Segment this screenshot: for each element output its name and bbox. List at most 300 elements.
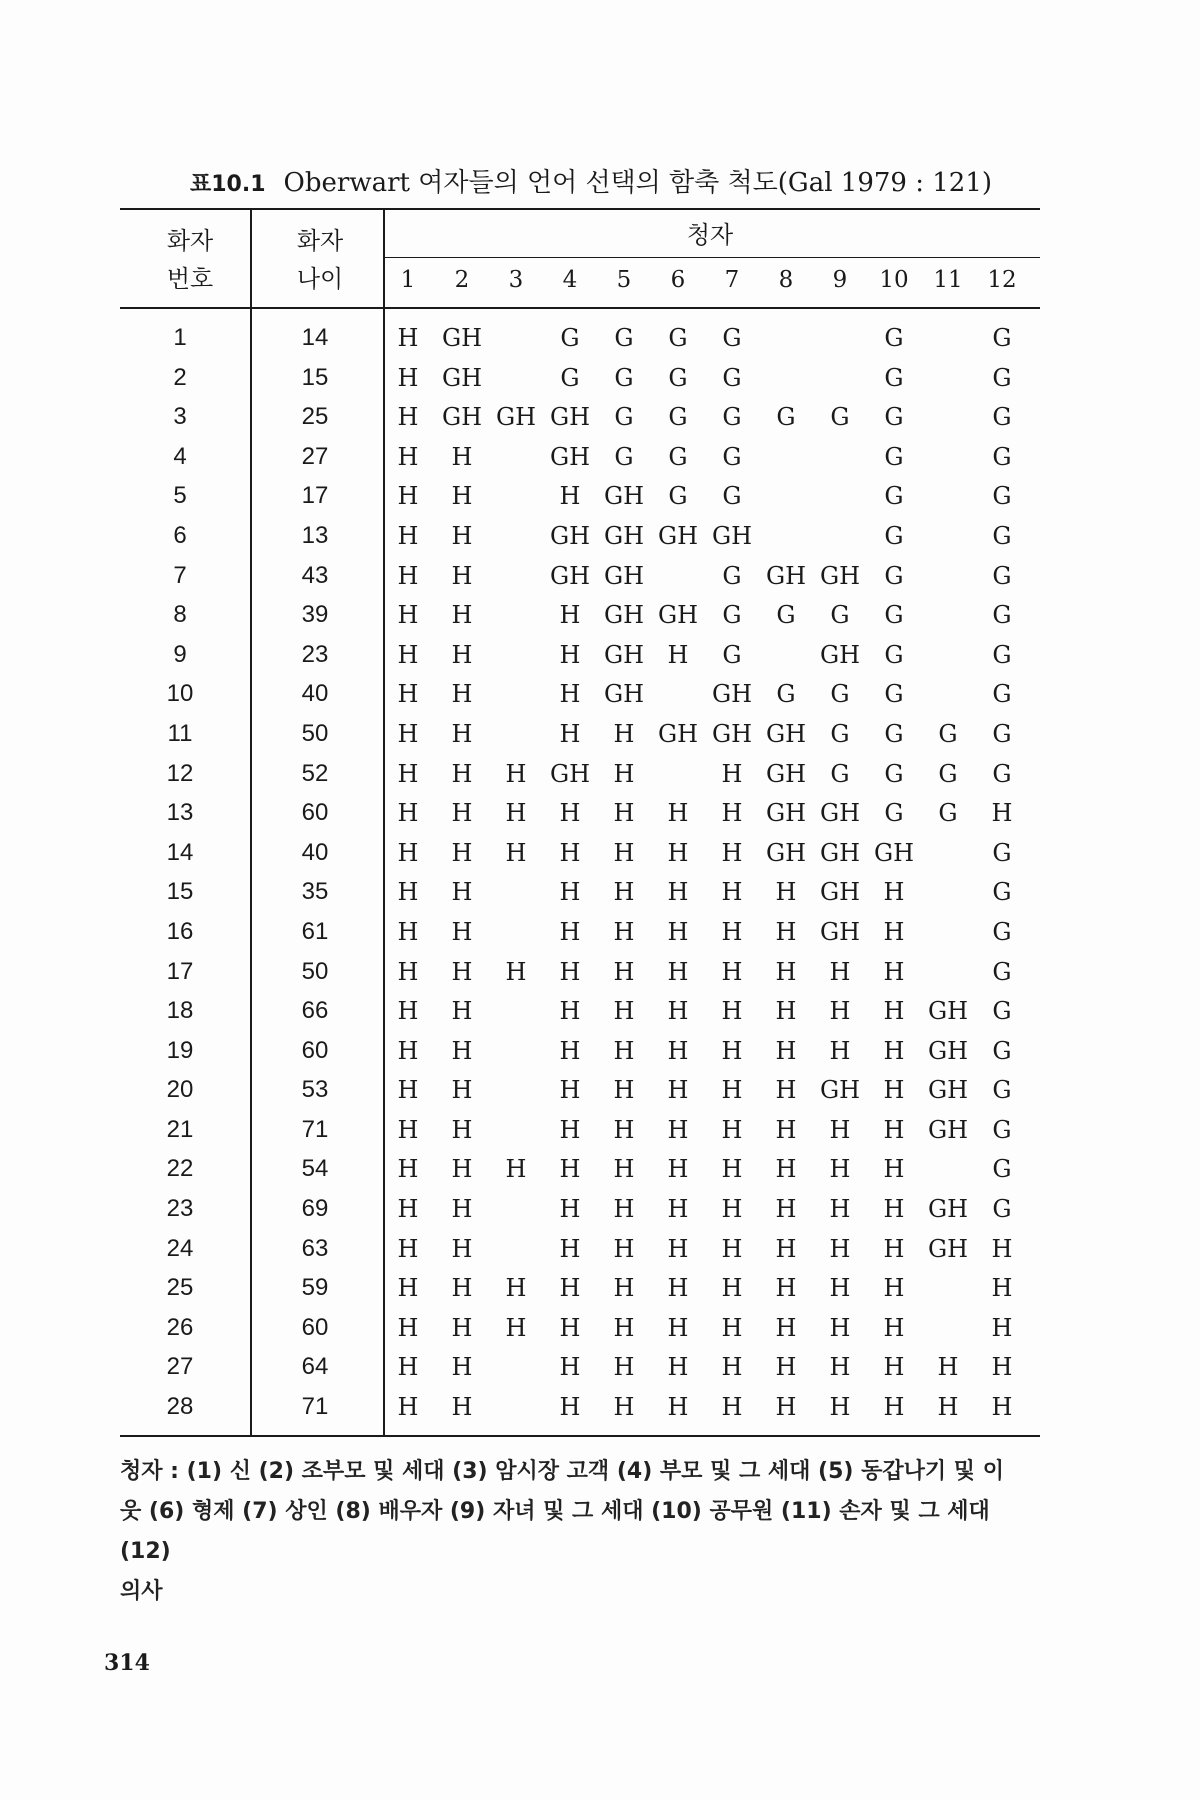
language-choice-cell: H bbox=[397, 521, 419, 550]
language-choice-cell: H bbox=[451, 719, 473, 748]
language-choice-cell: H bbox=[397, 561, 419, 590]
language-choice-cell: GH bbox=[441, 363, 483, 392]
language-choice-cell: G bbox=[776, 403, 796, 432]
language-choice-cell: GH bbox=[765, 838, 807, 867]
language-choice-cell: H bbox=[559, 482, 581, 511]
table-row bbox=[120, 437, 1040, 477]
language-choice-cell: H bbox=[991, 1234, 1013, 1263]
language-choice-cell: GH bbox=[657, 601, 699, 630]
language-choice-cell: H bbox=[667, 1076, 689, 1105]
language-choice-cell: G bbox=[992, 521, 1012, 550]
language-choice-cell: H bbox=[667, 1274, 689, 1303]
language-choice-cell: H bbox=[397, 759, 419, 788]
language-choice-cell: H bbox=[721, 1195, 743, 1224]
language-choice-cell: H bbox=[559, 1274, 581, 1303]
language-choice-cell: H bbox=[829, 1195, 851, 1224]
language-choice-cell: G bbox=[884, 719, 904, 748]
speaker-number: 10 bbox=[166, 680, 194, 708]
language-choice-cell: H bbox=[397, 838, 419, 867]
table-row bbox=[120, 1189, 1040, 1229]
table-row bbox=[120, 872, 1040, 912]
language-choice-cell: H bbox=[613, 719, 635, 748]
language-choice-cell: H bbox=[397, 1274, 419, 1303]
language-choice-cell: H bbox=[451, 1155, 473, 1184]
language-choice-cell: H bbox=[397, 601, 419, 630]
header-speaker-no-line2: 번호 bbox=[166, 265, 214, 293]
language-choice-cell: GH bbox=[927, 997, 969, 1026]
language-choice-cell: H bbox=[613, 1195, 635, 1224]
language-choice-cell: H bbox=[883, 1155, 905, 1184]
language-choice-cell: H bbox=[775, 957, 797, 986]
language-choice-cell: GH bbox=[549, 442, 591, 471]
speaker-number: 20 bbox=[166, 1076, 194, 1104]
speaker-number: 17 bbox=[166, 957, 194, 985]
language-choice-cell: G bbox=[560, 324, 580, 352]
speaker-age: 69 bbox=[301, 1195, 329, 1223]
speaker-age: 61 bbox=[301, 917, 329, 945]
language-choice-cell: H bbox=[559, 1115, 581, 1144]
language-choice-cell: GH bbox=[549, 759, 591, 788]
listener-number: 9 bbox=[832, 267, 848, 293]
language-choice-cell: H bbox=[829, 1234, 851, 1263]
language-choice-cell: H bbox=[829, 1313, 851, 1342]
language-choice-cell: G bbox=[668, 482, 688, 511]
listener-number: 11 bbox=[933, 267, 963, 293]
speaker-age: 39 bbox=[301, 601, 329, 629]
speaker-number: 22 bbox=[166, 1155, 194, 1183]
language-choice-cell: G bbox=[668, 324, 688, 352]
language-choice-cell: GH bbox=[549, 521, 591, 550]
footnote-line: 청자 : (1) 신 (2) 조부모 및 세대 (3) 암시장 고객 (4) 부모 및 그 세대 (5) 동갑나기 및 이 bbox=[120, 1459, 1004, 1484]
speaker-age: 17 bbox=[301, 482, 329, 510]
speaker-number: 4 bbox=[173, 442, 187, 470]
speaker-age: 40 bbox=[301, 838, 329, 866]
language-choice-cell: H bbox=[451, 1195, 473, 1224]
language-choice-cell: H bbox=[613, 1313, 635, 1342]
language-choice-cell: G bbox=[776, 680, 796, 709]
language-choice-cell: H bbox=[451, 997, 473, 1026]
language-choice-cell: H bbox=[883, 1195, 905, 1224]
language-choice-cell: H bbox=[883, 1036, 905, 1065]
language-choice-cell: H bbox=[829, 1274, 851, 1303]
speaker-number: 6 bbox=[173, 521, 187, 549]
language-choice-cell: GH bbox=[819, 878, 861, 907]
language-choice-cell: GH bbox=[549, 561, 591, 590]
language-choice-cell: GH bbox=[603, 561, 645, 590]
language-choice-cell: G bbox=[992, 719, 1012, 748]
language-choice-cell: GH bbox=[657, 719, 699, 748]
header-speaker-age-line2: 나이 bbox=[296, 265, 344, 293]
language-choice-cell: G bbox=[722, 601, 742, 630]
speaker-number: 11 bbox=[167, 719, 193, 747]
language-choice-cell: H bbox=[991, 1353, 1013, 1382]
language-choice-cell: H bbox=[667, 957, 689, 986]
language-choice-cell: GH bbox=[927, 1195, 969, 1224]
language-choice-cell: H bbox=[775, 1036, 797, 1065]
table-row bbox=[120, 674, 1040, 714]
speaker-age: 35 bbox=[301, 878, 329, 906]
language-choice-cell: H bbox=[559, 957, 581, 986]
language-choice-cell: G bbox=[938, 719, 958, 748]
language-choice-cell: H bbox=[451, 1234, 473, 1263]
language-choice-cell: H bbox=[829, 1115, 851, 1144]
language-choice-cell: H bbox=[451, 878, 473, 907]
speaker-number: 15 bbox=[166, 878, 194, 906]
language-choice-cell: H bbox=[559, 799, 581, 828]
table-row bbox=[120, 1070, 1040, 1110]
speaker-number: 5 bbox=[173, 482, 187, 510]
language-choice-cell: H bbox=[613, 1353, 635, 1382]
speaker-age: 52 bbox=[301, 759, 329, 787]
language-choice-cell: H bbox=[451, 442, 473, 471]
language-choice-cell: GH bbox=[927, 1115, 969, 1144]
language-choice-cell: H bbox=[613, 759, 635, 788]
language-choice-cell: H bbox=[559, 719, 581, 748]
language-choice-cell: H bbox=[991, 1313, 1013, 1342]
table-row bbox=[120, 358, 1040, 398]
speaker-age: 50 bbox=[301, 957, 329, 985]
speaker-age: 54 bbox=[301, 1155, 329, 1183]
language-choice-cell: H bbox=[451, 799, 473, 828]
table-row bbox=[120, 1268, 1040, 1308]
table-body bbox=[120, 318, 1040, 1427]
language-choice-cell: H bbox=[775, 1353, 797, 1382]
language-choice-cell: H bbox=[505, 1313, 527, 1342]
language-choice-cell: H bbox=[883, 957, 905, 986]
language-choice-cell: H bbox=[451, 680, 473, 709]
language-choice-cell: H bbox=[937, 1353, 959, 1382]
language-choice-cell: H bbox=[397, 1036, 419, 1065]
language-choice-cell: H bbox=[397, 957, 419, 986]
speaker-age: 15 bbox=[301, 363, 329, 391]
language-choice-cell: H bbox=[559, 1076, 581, 1105]
language-choice-cell: H bbox=[721, 917, 743, 946]
listener-number: 5 bbox=[616, 267, 632, 293]
language-choice-cell: GH bbox=[603, 680, 645, 709]
language-choice-cell: H bbox=[613, 957, 635, 986]
language-choice-cell: G bbox=[992, 838, 1012, 867]
language-choice-cell: H bbox=[559, 1393, 581, 1422]
language-choice-cell: GH bbox=[495, 403, 537, 432]
language-choice-cell: H bbox=[613, 1274, 635, 1303]
language-choice-cell: H bbox=[775, 1313, 797, 1342]
speaker-age: 60 bbox=[301, 1036, 329, 1064]
speaker-number: 8 bbox=[173, 601, 187, 629]
table-row bbox=[120, 754, 1040, 794]
language-choice-cell: GH bbox=[927, 1036, 969, 1065]
speaker-age: 53 bbox=[301, 1076, 329, 1104]
language-choice-cell: H bbox=[883, 1353, 905, 1382]
language-choice-cell: H bbox=[451, 759, 473, 788]
language-choice-cell: G bbox=[614, 442, 634, 471]
language-choice-cell: H bbox=[613, 1393, 635, 1422]
language-choice-cell: H bbox=[667, 997, 689, 1026]
language-choice-cell: G bbox=[560, 363, 580, 392]
language-choice-cell: H bbox=[883, 997, 905, 1026]
header-rule bbox=[120, 307, 1040, 309]
language-choice-cell: G bbox=[992, 759, 1012, 788]
language-choice-cell: G bbox=[992, 601, 1012, 630]
language-choice-cell: G bbox=[614, 363, 634, 392]
language-choice-cell: H bbox=[559, 1313, 581, 1342]
language-choice-cell: H bbox=[397, 442, 419, 471]
language-choice-cell: GH bbox=[819, 917, 861, 946]
language-choice-cell: H bbox=[613, 1076, 635, 1105]
language-choice-cell: H bbox=[721, 1076, 743, 1105]
speaker-age: 40 bbox=[301, 680, 329, 708]
language-choice-cell: H bbox=[667, 1155, 689, 1184]
language-choice-cell: H bbox=[397, 1195, 419, 1224]
language-choice-cell: G bbox=[884, 561, 904, 590]
language-choice-cell: H bbox=[775, 1234, 797, 1263]
language-choice-cell: H bbox=[883, 1234, 905, 1263]
language-choice-cell: G bbox=[884, 640, 904, 669]
language-choice-cell: H bbox=[829, 1393, 851, 1422]
language-choice-cell: H bbox=[883, 1115, 905, 1144]
speaker-number: 21 bbox=[166, 1115, 194, 1143]
language-choice-cell: H bbox=[613, 1234, 635, 1263]
language-choice-cell: H bbox=[397, 482, 419, 511]
table-row bbox=[120, 1110, 1040, 1150]
language-choice-cell: H bbox=[775, 997, 797, 1026]
language-choice-cell: H bbox=[991, 1393, 1013, 1422]
table-row bbox=[120, 714, 1040, 754]
language-choice-cell: H bbox=[451, 1313, 473, 1342]
speaker-age: 27 bbox=[301, 442, 329, 470]
table-label: 표10.1 bbox=[190, 172, 266, 197]
language-choice-cell: H bbox=[559, 680, 581, 709]
language-choice-cell: H bbox=[559, 1155, 581, 1184]
language-choice-cell: H bbox=[721, 1274, 743, 1303]
language-choice-cell: H bbox=[667, 838, 689, 867]
listener-number: 7 bbox=[724, 267, 740, 293]
language-choice-cell: H bbox=[667, 1234, 689, 1263]
language-choice-cell: H bbox=[721, 1036, 743, 1065]
language-choice-cell: G bbox=[722, 561, 742, 590]
language-choice-cell: H bbox=[829, 957, 851, 986]
language-choice-cell: G bbox=[938, 759, 958, 788]
table-row bbox=[120, 318, 1040, 358]
language-choice-cell: G bbox=[614, 324, 634, 352]
footnote-line: 의사 bbox=[120, 1579, 163, 1604]
language-choice-cell: H bbox=[829, 1155, 851, 1184]
language-choice-cell: GH bbox=[819, 640, 861, 669]
language-choice-cell: H bbox=[883, 1393, 905, 1422]
language-choice-cell: H bbox=[721, 1155, 743, 1184]
language-choice-cell: H bbox=[451, 1115, 473, 1144]
speaker-number: 13 bbox=[166, 799, 194, 827]
language-choice-cell: H bbox=[559, 917, 581, 946]
language-choice-cell: H bbox=[775, 1115, 797, 1144]
header-speaker-age-line1: 화자 bbox=[296, 227, 344, 255]
language-choice-cell: H bbox=[451, 1076, 473, 1105]
language-choice-cell: H bbox=[775, 1274, 797, 1303]
language-choice-cell: H bbox=[451, 1393, 473, 1422]
language-choice-cell: H bbox=[991, 1274, 1013, 1303]
language-choice-cell: G bbox=[722, 482, 742, 511]
language-choice-cell: H bbox=[667, 1353, 689, 1382]
language-choice-cell: H bbox=[721, 878, 743, 907]
language-choice-cell: GH bbox=[603, 482, 645, 511]
speaker-number: 7 bbox=[173, 561, 187, 589]
language-choice-cell: H bbox=[397, 1393, 419, 1422]
table-row bbox=[120, 595, 1040, 635]
language-choice-cell: H bbox=[397, 878, 419, 907]
language-choice-cell: G bbox=[614, 403, 634, 432]
language-choice-cell: H bbox=[667, 799, 689, 828]
listener-number: 1 bbox=[400, 267, 416, 293]
language-choice-cell: GH bbox=[603, 521, 645, 550]
language-choice-cell: H bbox=[667, 1393, 689, 1422]
language-choice-cell: H bbox=[775, 917, 797, 946]
language-choice-cell: G bbox=[992, 680, 1012, 709]
language-choice-cell: G bbox=[884, 759, 904, 788]
language-choice-cell: GH bbox=[873, 838, 915, 867]
language-choice-cell: H bbox=[397, 640, 419, 669]
language-choice-cell: GH bbox=[549, 403, 591, 432]
language-choice-cell: H bbox=[451, 917, 473, 946]
speaker-number: 27 bbox=[166, 1353, 194, 1381]
language-choice-cell: H bbox=[559, 640, 581, 669]
language-choice-cell: H bbox=[721, 997, 743, 1026]
language-choice-cell: G bbox=[884, 521, 904, 550]
language-choice-cell: H bbox=[397, 719, 419, 748]
language-choice-cell: H bbox=[613, 997, 635, 1026]
table-caption: Oberwart 여자들의 언어 선택의 함축 척도(Gal 1979 : 121) bbox=[283, 168, 993, 198]
language-choice-cell: G bbox=[884, 403, 904, 432]
language-choice-cell: H bbox=[451, 1274, 473, 1303]
language-choice-cell: G bbox=[992, 917, 1012, 946]
language-choice-cell: H bbox=[829, 997, 851, 1026]
table-row bbox=[120, 1229, 1040, 1269]
language-choice-cell: G bbox=[884, 442, 904, 471]
speaker-number: 25 bbox=[166, 1274, 194, 1302]
language-choice-cell: H bbox=[559, 838, 581, 867]
language-choice-cell: H bbox=[505, 799, 527, 828]
speaker-number: 12 bbox=[166, 759, 194, 787]
listener-number-row bbox=[0, 262, 1200, 298]
speaker-number: 19 bbox=[166, 1036, 194, 1064]
language-choice-cell: G bbox=[884, 482, 904, 511]
speaker-age: 25 bbox=[301, 403, 329, 431]
table-row bbox=[120, 1031, 1040, 1071]
speaker-age: 23 bbox=[301, 640, 329, 668]
table-row bbox=[120, 1387, 1040, 1427]
speaker-number: 14 bbox=[166, 838, 194, 866]
language-choice-cell: GH bbox=[765, 759, 807, 788]
table-row bbox=[120, 476, 1040, 516]
table-row bbox=[120, 397, 1040, 437]
speaker-age: 14 bbox=[301, 324, 329, 351]
language-choice-cell: G bbox=[722, 442, 742, 471]
language-choice-cell: G bbox=[992, 482, 1012, 511]
table-row bbox=[120, 912, 1040, 952]
language-choice-cell: G bbox=[992, 1036, 1012, 1065]
table-row bbox=[120, 1347, 1040, 1387]
language-choice-cell: H bbox=[397, 917, 419, 946]
speaker-age: 64 bbox=[301, 1353, 329, 1381]
language-choice-cell: H bbox=[397, 997, 419, 1026]
language-choice-cell: GH bbox=[603, 601, 645, 630]
language-choice-cell: G bbox=[992, 561, 1012, 590]
table-title bbox=[190, 162, 1050, 199]
language-choice-cell: G bbox=[722, 324, 742, 352]
language-choice-cell: H bbox=[505, 957, 527, 986]
speaker-number: 3 bbox=[173, 403, 187, 431]
language-choice-cell: GH bbox=[927, 1234, 969, 1263]
language-choice-cell: H bbox=[613, 799, 635, 828]
language-choice-cell: H bbox=[937, 1393, 959, 1422]
language-choice-cell: H bbox=[613, 838, 635, 867]
language-choice-cell: G bbox=[992, 997, 1012, 1026]
table-row bbox=[120, 952, 1040, 992]
language-choice-cell: G bbox=[776, 601, 796, 630]
table-row bbox=[120, 635, 1040, 675]
speaker-number: 23 bbox=[166, 1195, 194, 1223]
language-choice-cell: H bbox=[775, 1195, 797, 1224]
language-choice-cell: G bbox=[992, 640, 1012, 669]
language-choice-cell: H bbox=[613, 1036, 635, 1065]
speaker-age: 60 bbox=[301, 799, 329, 827]
speaker-age: 71 bbox=[301, 1115, 329, 1143]
language-choice-cell: G bbox=[668, 442, 688, 471]
speaker-number: 28 bbox=[166, 1393, 194, 1421]
language-choice-cell: G bbox=[668, 363, 688, 392]
language-choice-cell: GH bbox=[441, 403, 483, 432]
footnote bbox=[120, 1452, 1040, 1612]
speaker-age: 63 bbox=[301, 1234, 329, 1262]
language-choice-cell: H bbox=[451, 482, 473, 511]
language-choice-cell: H bbox=[829, 1353, 851, 1382]
language-choice-cell: H bbox=[397, 1313, 419, 1342]
language-choice-cell: G bbox=[992, 403, 1012, 432]
header-speaker-no-line1: 화자 bbox=[166, 227, 214, 255]
language-choice-cell: H bbox=[451, 521, 473, 550]
table-row bbox=[120, 1149, 1040, 1189]
language-choice-cell: H bbox=[775, 878, 797, 907]
language-choice-cell: H bbox=[883, 1274, 905, 1303]
language-choice-cell: H bbox=[397, 403, 419, 432]
language-choice-cell: G bbox=[884, 799, 904, 828]
language-choice-cell: H bbox=[667, 640, 689, 669]
listener-number: 3 bbox=[508, 267, 524, 293]
speaker-number: 1 bbox=[173, 324, 187, 351]
language-choice-cell: H bbox=[451, 561, 473, 590]
language-choice-cell: H bbox=[559, 1195, 581, 1224]
listener-number: 4 bbox=[562, 267, 578, 293]
language-choice-cell: H bbox=[451, 838, 473, 867]
language-choice-cell: GH bbox=[819, 838, 861, 867]
speaker-number: 16 bbox=[166, 917, 194, 945]
language-choice-cell: H bbox=[559, 601, 581, 630]
language-choice-cell: H bbox=[721, 759, 743, 788]
language-choice-cell: GH bbox=[819, 799, 861, 828]
language-choice-cell: G bbox=[884, 363, 904, 392]
language-choice-cell: G bbox=[992, 442, 1012, 471]
language-choice-cell: G bbox=[992, 363, 1012, 392]
language-choice-cell: GH bbox=[711, 680, 753, 709]
language-choice-cell: H bbox=[451, 957, 473, 986]
language-choice-cell: G bbox=[830, 601, 850, 630]
language-choice-cell: G bbox=[884, 324, 904, 352]
language-choice-cell: H bbox=[451, 640, 473, 669]
language-choice-cell: H bbox=[613, 878, 635, 907]
language-choice-cell: H bbox=[667, 1115, 689, 1144]
language-choice-cell: H bbox=[775, 1155, 797, 1184]
language-choice-cell: H bbox=[505, 759, 527, 788]
listener-rule bbox=[385, 257, 1040, 258]
language-choice-cell: H bbox=[613, 1115, 635, 1144]
